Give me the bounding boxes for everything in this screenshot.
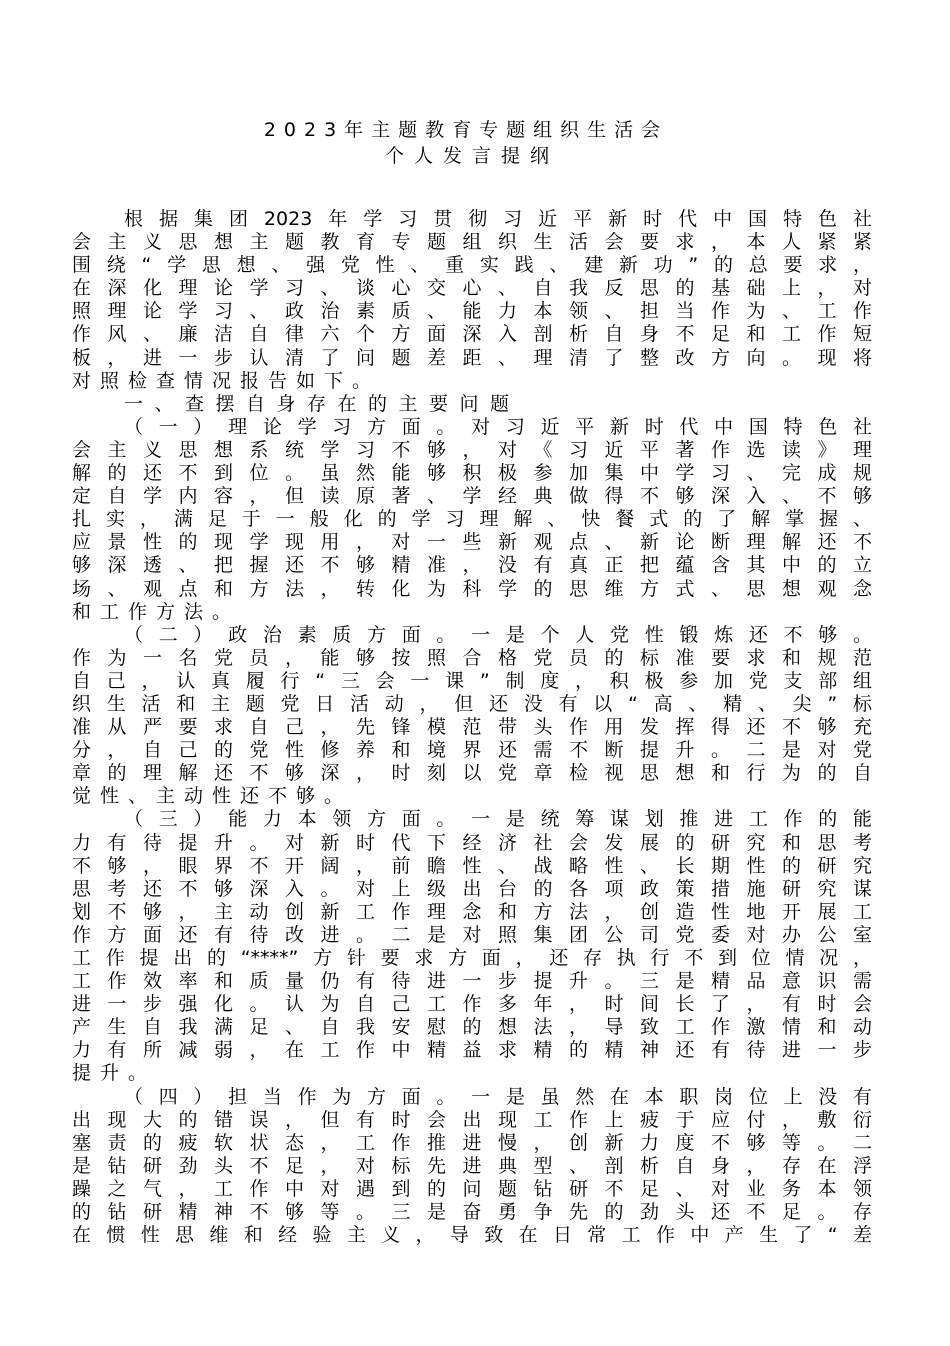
text-line: 力有所减弱，在工作中精益求精的精神还有待进一步 bbox=[72, 1039, 872, 1062]
text-line: 和工作方法。 bbox=[72, 600, 241, 623]
text-line: 提升。 bbox=[72, 1062, 157, 1085]
document-title: 2023年主题教育专题组织生活会 bbox=[263, 119, 669, 141]
text-line: 定自学内容，但读原著、学经典做得不够深入、不够 bbox=[72, 485, 872, 508]
text-line: 塞责的疲软状态，工作推进慢，创新力度不够等。二 bbox=[72, 1131, 872, 1154]
text-line: 力有待提升。对新时代下经济社会发展的研究和思考 bbox=[72, 831, 872, 854]
text-line: 是钻研劲头不足，对标先进典型、剖析自身，存在浮 bbox=[72, 1154, 872, 1177]
document-subtitle: 个人发言提纲 bbox=[384, 145, 559, 167]
text-line: 会主义思想系统学习不够，对《习近平著作选读》理 bbox=[72, 438, 872, 461]
text-line: 根据集团2023年学习贯彻习近平新时代中国特色社 bbox=[124, 208, 872, 230]
text-line: 作为一名党员，能够按照合格党员的标准要求和规范 bbox=[72, 646, 872, 669]
text-line: （三）能力本领方面。一是统筹谋划推进工作的能 bbox=[124, 808, 872, 831]
text-line: 围绕“学思想、强党性、重实践、建新功”的总要求， bbox=[72, 254, 872, 277]
text-line: （一）理论学习方面。对习近平新时代中国特色社 bbox=[124, 415, 872, 438]
text-line: 应景性的现学现用，对一些新观点、新论断理解还不 bbox=[72, 531, 872, 554]
text-line: 分，自己的党性修养和境界还需不断提升。二是对党 bbox=[72, 739, 872, 762]
document-body bbox=[72, 208, 872, 1247]
text-line: 够深透、把握还不够精准，没有真正把蕴含其中的立 bbox=[72, 554, 872, 577]
text-line: 思考还不够深入。对上级出台的各项政策措施研究谋 bbox=[72, 877, 872, 900]
document-page bbox=[72, 0, 872, 1346]
text-line: 作方面还有待改进。二是对照集团公司党委对办公室 bbox=[72, 923, 872, 946]
text-line: 产生自我满足、自我安慰的想法，导致工作激情和动 bbox=[72, 1016, 872, 1039]
text-line: 照理论学习、政治素质、能力本领、担当作为、工作 bbox=[72, 300, 872, 323]
text-line: 进一步强化。认为自己工作多年，时间长了，有时会 bbox=[72, 993, 872, 1016]
text-line: 出现大的错误，但有时会出现工作上疲于应付，敷衍 bbox=[72, 1108, 872, 1131]
text-line: 织生活和主题党日活动，但还没有以“高、精、尖”标 bbox=[72, 692, 872, 715]
text-line: 工作效率和质量仍有待进一步提升。三是精品意识需 bbox=[72, 970, 872, 993]
text-line: 的钻研精神不够等。三是奋勇争先的劲头还不足。存 bbox=[72, 1201, 872, 1224]
text-line: 准从严要求自己，先锋模范带头作用发挥得还不够充 bbox=[72, 716, 872, 739]
text-line: 场、观点和方法，转化为科学的思维方式、思想观念 bbox=[72, 577, 872, 600]
text-line: 躁之气，工作中对遇到的问题钻研不足、对业务本领 bbox=[72, 1177, 872, 1200]
text-line: 作风、廉洁自律六个方面深入剖析自身不足和工作短 bbox=[72, 323, 872, 346]
text-line: 解的还不到位。虽然能够积极参加集中学习、完成规 bbox=[72, 462, 872, 485]
text-line: 自己，认真履行“三会一课”制度，积极参加党支部组 bbox=[72, 669, 872, 692]
section-heading: 一、查摆自身存在的主要问题 bbox=[124, 392, 521, 415]
text-line: 不够，眼界不开阔，前瞻性、战略性、长期性的研究 bbox=[72, 854, 872, 877]
text-line: 觉性、主动性还不够。 bbox=[72, 785, 353, 808]
text-line: 工作提出的“****”方针要求方面，还存执行不到位情况， bbox=[72, 947, 872, 969]
text-line: 在惯性思维和经验主义，导致在日常工作中产生了“差 bbox=[72, 1224, 872, 1247]
text-line: 划不够，主动创新工作理念和方法，创造性地开展工 bbox=[72, 900, 872, 923]
text-line: 在深化理论学习、谈心交心、自我反思的基础上，对 bbox=[72, 277, 872, 300]
text-line: （二）政治素质方面。一是个人党性锻炼还不够。 bbox=[124, 623, 872, 646]
text-line: 扎实，满足于一般化的学习理解、快餐式的了解掌握、 bbox=[72, 508, 872, 531]
text-line: （四）担当作为方面。一是虽然在本职岗位上没有 bbox=[124, 1085, 872, 1108]
text-line: 章的理解还不够深，时刻以党章检视思想和行为的自 bbox=[72, 762, 872, 785]
text-line: 对照检查情况报告如下。 bbox=[72, 369, 381, 392]
text-line: 会主义思想主题教育专题组织生活会要求，本人紧紧 bbox=[72, 231, 872, 254]
text-line: 板，进一步认清了问题差距、理清了整改方向。现将 bbox=[72, 346, 872, 369]
